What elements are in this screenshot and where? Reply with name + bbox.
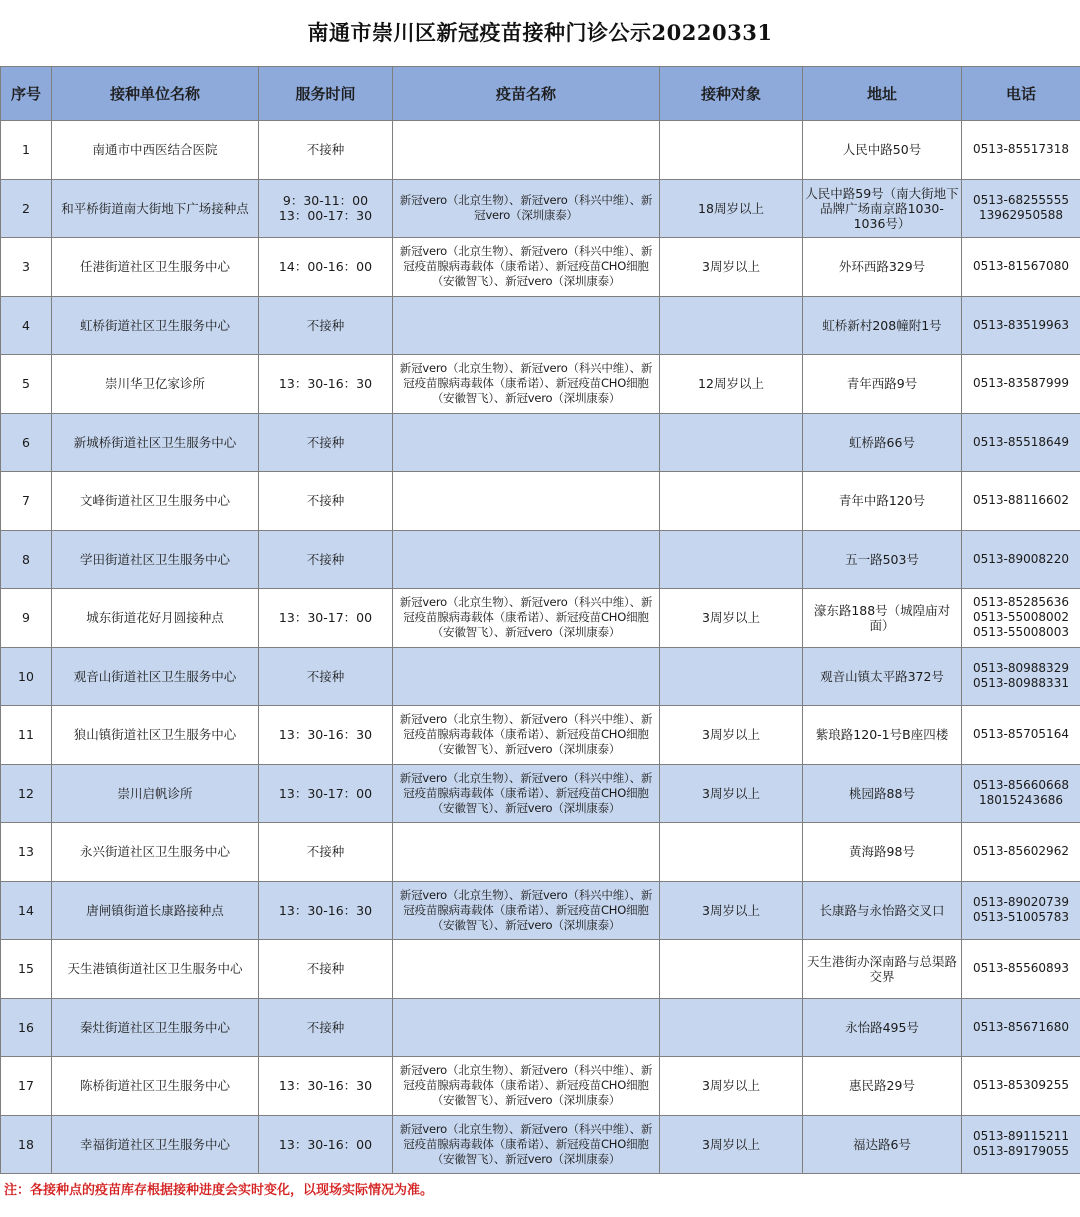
service-time-cell: 不接种 xyxy=(259,647,393,706)
unit-name-cell: 幸福街道社区卫生服务中心 xyxy=(52,1115,259,1174)
phone-cell: 0513-85560893 xyxy=(962,940,1080,999)
vaccine-name-cell xyxy=(393,940,660,999)
phone-cell: 0513-85518649 xyxy=(962,413,1080,472)
phone-cell: 0513-80988329 0513-80988331 xyxy=(962,647,1080,706)
table-row xyxy=(1,238,1080,297)
table-row xyxy=(1,121,1080,180)
vaccine-name-cell: 新冠vero（北京生物）、新冠vero（科兴中维）、新冠疫苗腺病毒载体（康希诺）、新冠疫苗CHO细胞（安徽智飞）、新冠vero（深圳康泰） xyxy=(393,589,660,648)
phone-cell: 0513-83587999 xyxy=(962,355,1080,414)
service-time-cell: 9：30-11：00 13：00-17：30 xyxy=(259,179,393,238)
address-cell: 青年西路9号 xyxy=(803,355,962,414)
table-header xyxy=(1,67,1080,121)
phone-cell: 0513-85602962 xyxy=(962,823,1080,882)
header-no: 序号 xyxy=(1,67,52,121)
row-number-cell: 10 xyxy=(1,647,52,706)
target-age-cell: 3周岁以上 xyxy=(660,706,803,765)
table-row xyxy=(1,589,1080,648)
target-age-cell: 3周岁以上 xyxy=(660,238,803,297)
vaccine-name-cell: 新冠vero（北京生物）、新冠vero（科兴中维）、新冠疫苗腺病毒载体（康希诺）、新冠疫苗CHO细胞（安徽智飞）、新冠vero（深圳康泰） xyxy=(393,881,660,940)
table-row xyxy=(1,1115,1080,1174)
vaccine-name-cell xyxy=(393,998,660,1057)
vaccine-name-cell: 新冠vero（北京生物）、新冠vero（科兴中维）、新冠疫苗腺病毒载体（康希诺）、新冠疫苗CHO细胞（安徽智飞）、新冠vero（深圳康泰） xyxy=(393,1057,660,1116)
target-age-cell: 3周岁以上 xyxy=(660,589,803,648)
service-time-cell: 不接种 xyxy=(259,940,393,999)
phone-cell: 0513-85671680 xyxy=(962,998,1080,1057)
row-number-cell: 4 xyxy=(1,296,52,355)
target-age-cell: 18周岁以上 xyxy=(660,179,803,238)
phone-cell: 0513-83519963 xyxy=(962,296,1080,355)
address-cell: 虹桥路66号 xyxy=(803,413,962,472)
target-age-cell xyxy=(660,296,803,355)
service-time-cell: 13：30-17：00 xyxy=(259,764,393,823)
address-cell: 长康路与永怡路交叉口 xyxy=(803,881,962,940)
row-number-cell: 6 xyxy=(1,413,52,472)
target-age-cell xyxy=(660,530,803,589)
vaccine-name-cell: 新冠vero（北京生物）、新冠vero（科兴中维）、新冠疫苗腺病毒载体（康希诺）、新冠疫苗CHO细胞（安徽智飞）、新冠vero（深圳康泰） xyxy=(393,355,660,414)
table-row xyxy=(1,530,1080,589)
target-age-cell xyxy=(660,647,803,706)
phone-cell: 0513-85517318 xyxy=(962,121,1080,180)
service-time-cell: 不接种 xyxy=(259,413,393,472)
vaccine-name-cell: 新冠vero（北京生物）、新冠vero（科兴中维）、新冠疫苗腺病毒载体（康希诺）、新冠疫苗CHO细胞（安徽智飞）、新冠vero（深圳康泰） xyxy=(393,706,660,765)
row-number-cell: 14 xyxy=(1,881,52,940)
unit-name-cell: 崇川启帆诊所 xyxy=(52,764,259,823)
address-cell: 人民中路59号（南大街地下品牌广场南京路1030-1036号） xyxy=(803,179,962,238)
row-number-cell: 18 xyxy=(1,1115,52,1174)
vaccine-name-cell: 新冠vero（北京生物）、新冠vero（科兴中维）、新冠疫苗腺病毒载体（康希诺）、新冠疫苗CHO细胞（安徽智飞）、新冠vero（深圳康泰） xyxy=(393,764,660,823)
target-age-cell: 12周岁以上 xyxy=(660,355,803,414)
phone-cell: 0513-68255555 13962950588 xyxy=(962,179,1080,238)
row-number-cell: 3 xyxy=(1,238,52,297)
phone-cell: 0513-85660668 18015243686 xyxy=(962,764,1080,823)
vaccine-name-cell xyxy=(393,530,660,589)
service-time-cell: 不接种 xyxy=(259,296,393,355)
row-number-cell: 17 xyxy=(1,1057,52,1116)
row-number-cell: 16 xyxy=(1,998,52,1057)
vaccine-name-cell: 新冠vero（北京生物）、新冠vero（科兴中维）、新冠疫苗腺病毒载体（康希诺）、新冠疫苗CHO细胞（安徽智飞）、新冠vero（深圳康泰） xyxy=(393,238,660,297)
vaccine-name-cell: 新冠vero（北京生物）、新冠vero（科兴中维）、新冠vero（深圳康泰） xyxy=(393,179,660,238)
vaccine-name-cell xyxy=(393,823,660,882)
address-cell: 永怡路495号 xyxy=(803,998,962,1057)
table-row xyxy=(1,355,1080,414)
row-number-cell: 7 xyxy=(1,472,52,531)
phone-cell: 0513-89020739 0513-51005783 xyxy=(962,881,1080,940)
unit-name-cell: 观音山街道社区卫生服务中心 xyxy=(52,647,259,706)
address-cell: 惠民路29号 xyxy=(803,1057,962,1116)
target-age-cell: 3周岁以上 xyxy=(660,1057,803,1116)
table-row xyxy=(1,413,1080,472)
row-number-cell: 13 xyxy=(1,823,52,882)
vaccine-name-cell xyxy=(393,121,660,180)
target-age-cell: 3周岁以上 xyxy=(660,881,803,940)
address-cell: 桃园路88号 xyxy=(803,764,962,823)
unit-name-cell: 崇川华卫亿家诊所 xyxy=(52,355,259,414)
service-time-cell: 不接种 xyxy=(259,998,393,1057)
phone-cell: 0513-85705164 xyxy=(962,706,1080,765)
address-cell: 五一路503号 xyxy=(803,530,962,589)
target-age-cell: 3周岁以上 xyxy=(660,764,803,823)
address-cell: 天生港街办深南路与总渠路交界 xyxy=(803,940,962,999)
unit-name-cell: 南通市中西医结合医院 xyxy=(52,121,259,180)
target-age-cell xyxy=(660,823,803,882)
target-age-cell xyxy=(660,121,803,180)
vaccine-name-cell xyxy=(393,296,660,355)
service-time-cell: 13：30-16：30 xyxy=(259,1057,393,1116)
service-time-cell: 不接种 xyxy=(259,823,393,882)
address-cell: 人民中路50号 xyxy=(803,121,962,180)
target-age-cell xyxy=(660,940,803,999)
table-row xyxy=(1,998,1080,1057)
target-age-cell xyxy=(660,998,803,1057)
service-time-cell: 13：30-16：00 xyxy=(259,1115,393,1174)
service-time-cell: 13：30-16：30 xyxy=(259,706,393,765)
table-row xyxy=(1,764,1080,823)
unit-name-cell: 任港街道社区卫生服务中心 xyxy=(52,238,259,297)
service-time-cell: 13：30-16：30 xyxy=(259,881,393,940)
phone-cell: 0513-85309255 xyxy=(962,1057,1080,1116)
row-number-cell: 1 xyxy=(1,121,52,180)
table-row xyxy=(1,1057,1080,1116)
table-row xyxy=(1,179,1080,238)
unit-name-cell: 和平桥街道南大街地下广场接种点 xyxy=(52,179,259,238)
address-cell: 福达路6号 xyxy=(803,1115,962,1174)
unit-name-cell: 唐闸镇街道长康路接种点 xyxy=(52,881,259,940)
unit-name-cell: 城东街道花好月圆接种点 xyxy=(52,589,259,648)
table-row xyxy=(1,940,1080,999)
row-number-cell: 8 xyxy=(1,530,52,589)
row-number-cell: 2 xyxy=(1,179,52,238)
phone-cell: 0513-88116602 xyxy=(962,472,1080,531)
phone-cell: 0513-89115211 0513-89179055 xyxy=(962,1115,1080,1174)
row-number-cell: 15 xyxy=(1,940,52,999)
unit-name-cell: 狼山镇街道社区卫生服务中心 xyxy=(52,706,259,765)
unit-name-cell: 陈桥街道社区卫生服务中心 xyxy=(52,1057,259,1116)
address-cell: 黄海路98号 xyxy=(803,823,962,882)
row-number-cell: 11 xyxy=(1,706,52,765)
service-time-cell: 不接种 xyxy=(259,530,393,589)
service-time-cell: 不接种 xyxy=(259,121,393,180)
unit-name-cell: 学田街道社区卫生服务中心 xyxy=(52,530,259,589)
header-phone: 电话 xyxy=(962,67,1080,121)
unit-name-cell: 天生港镇街道社区卫生服务中心 xyxy=(52,940,259,999)
service-time-cell: 不接种 xyxy=(259,472,393,531)
header-unit-name: 接种单位名称 xyxy=(52,67,259,121)
address-cell: 濠东路188号（城隍庙对面） xyxy=(803,589,962,648)
vaccine-name-cell xyxy=(393,413,660,472)
page-title: 南通市崇川区新冠疫苗接种门诊公示20220331 xyxy=(307,20,773,45)
service-time-cell: 14：00-16：00 xyxy=(259,238,393,297)
service-time-cell: 13：30-16：30 xyxy=(259,355,393,414)
table-row xyxy=(1,823,1080,882)
table-row xyxy=(1,881,1080,940)
header-row xyxy=(1,67,1080,121)
target-age-cell xyxy=(660,472,803,531)
row-number-cell: 9 xyxy=(1,589,52,648)
vaccine-name-cell: 新冠vero（北京生物）、新冠vero（科兴中维）、新冠疫苗腺病毒载体（康希诺）、新冠疫苗CHO细胞（安徽智飞）、新冠vero（深圳康泰） xyxy=(393,1115,660,1174)
row-number-cell: 5 xyxy=(1,355,52,414)
vaccine-name-cell xyxy=(393,647,660,706)
header-target: 接种对象 xyxy=(660,67,803,121)
table-row xyxy=(1,706,1080,765)
unit-name-cell: 新城桥街道社区卫生服务中心 xyxy=(52,413,259,472)
address-cell: 青年中路120号 xyxy=(803,472,962,531)
header-vaccine-name: 疫苗名称 xyxy=(393,67,660,121)
phone-cell: 0513-81567080 xyxy=(962,238,1080,297)
vaccine-name-cell xyxy=(393,472,660,531)
address-cell: 虹桥新村208幢附1号 xyxy=(803,296,962,355)
service-time-cell: 13：30-17：00 xyxy=(259,589,393,648)
unit-name-cell: 秦灶街道社区卫生服务中心 xyxy=(52,998,259,1057)
phone-cell: 0513-85285636 0513-55008002 0513-55008003 xyxy=(962,589,1080,648)
target-age-cell xyxy=(660,413,803,472)
unit-name-cell: 文峰街道社区卫生服务中心 xyxy=(52,472,259,531)
clinic-table xyxy=(0,66,1080,1174)
phone-cell: 0513-89008220 xyxy=(962,530,1080,589)
table-row xyxy=(1,647,1080,706)
header-service-time: 服务时间 xyxy=(259,67,393,121)
address-cell: 紫琅路120-1号B座四楼 xyxy=(803,706,962,765)
row-number-cell: 12 xyxy=(1,764,52,823)
unit-name-cell: 永兴街道社区卫生服务中心 xyxy=(52,823,259,882)
unit-name-cell: 虹桥街道社区卫生服务中心 xyxy=(52,296,259,355)
target-age-cell: 3周岁以上 xyxy=(660,1115,803,1174)
table-body xyxy=(1,121,1080,1174)
footnote: 注：各接种点的疫苗库存根据接种进度会实时变化，以现场实际情况为准。 xyxy=(4,1183,434,1198)
address-cell: 观音山镇太平路372号 xyxy=(803,647,962,706)
table-row xyxy=(1,296,1080,355)
address-cell: 外环西路329号 xyxy=(803,238,962,297)
header-address: 地址 xyxy=(803,67,962,121)
table-row xyxy=(1,472,1080,531)
